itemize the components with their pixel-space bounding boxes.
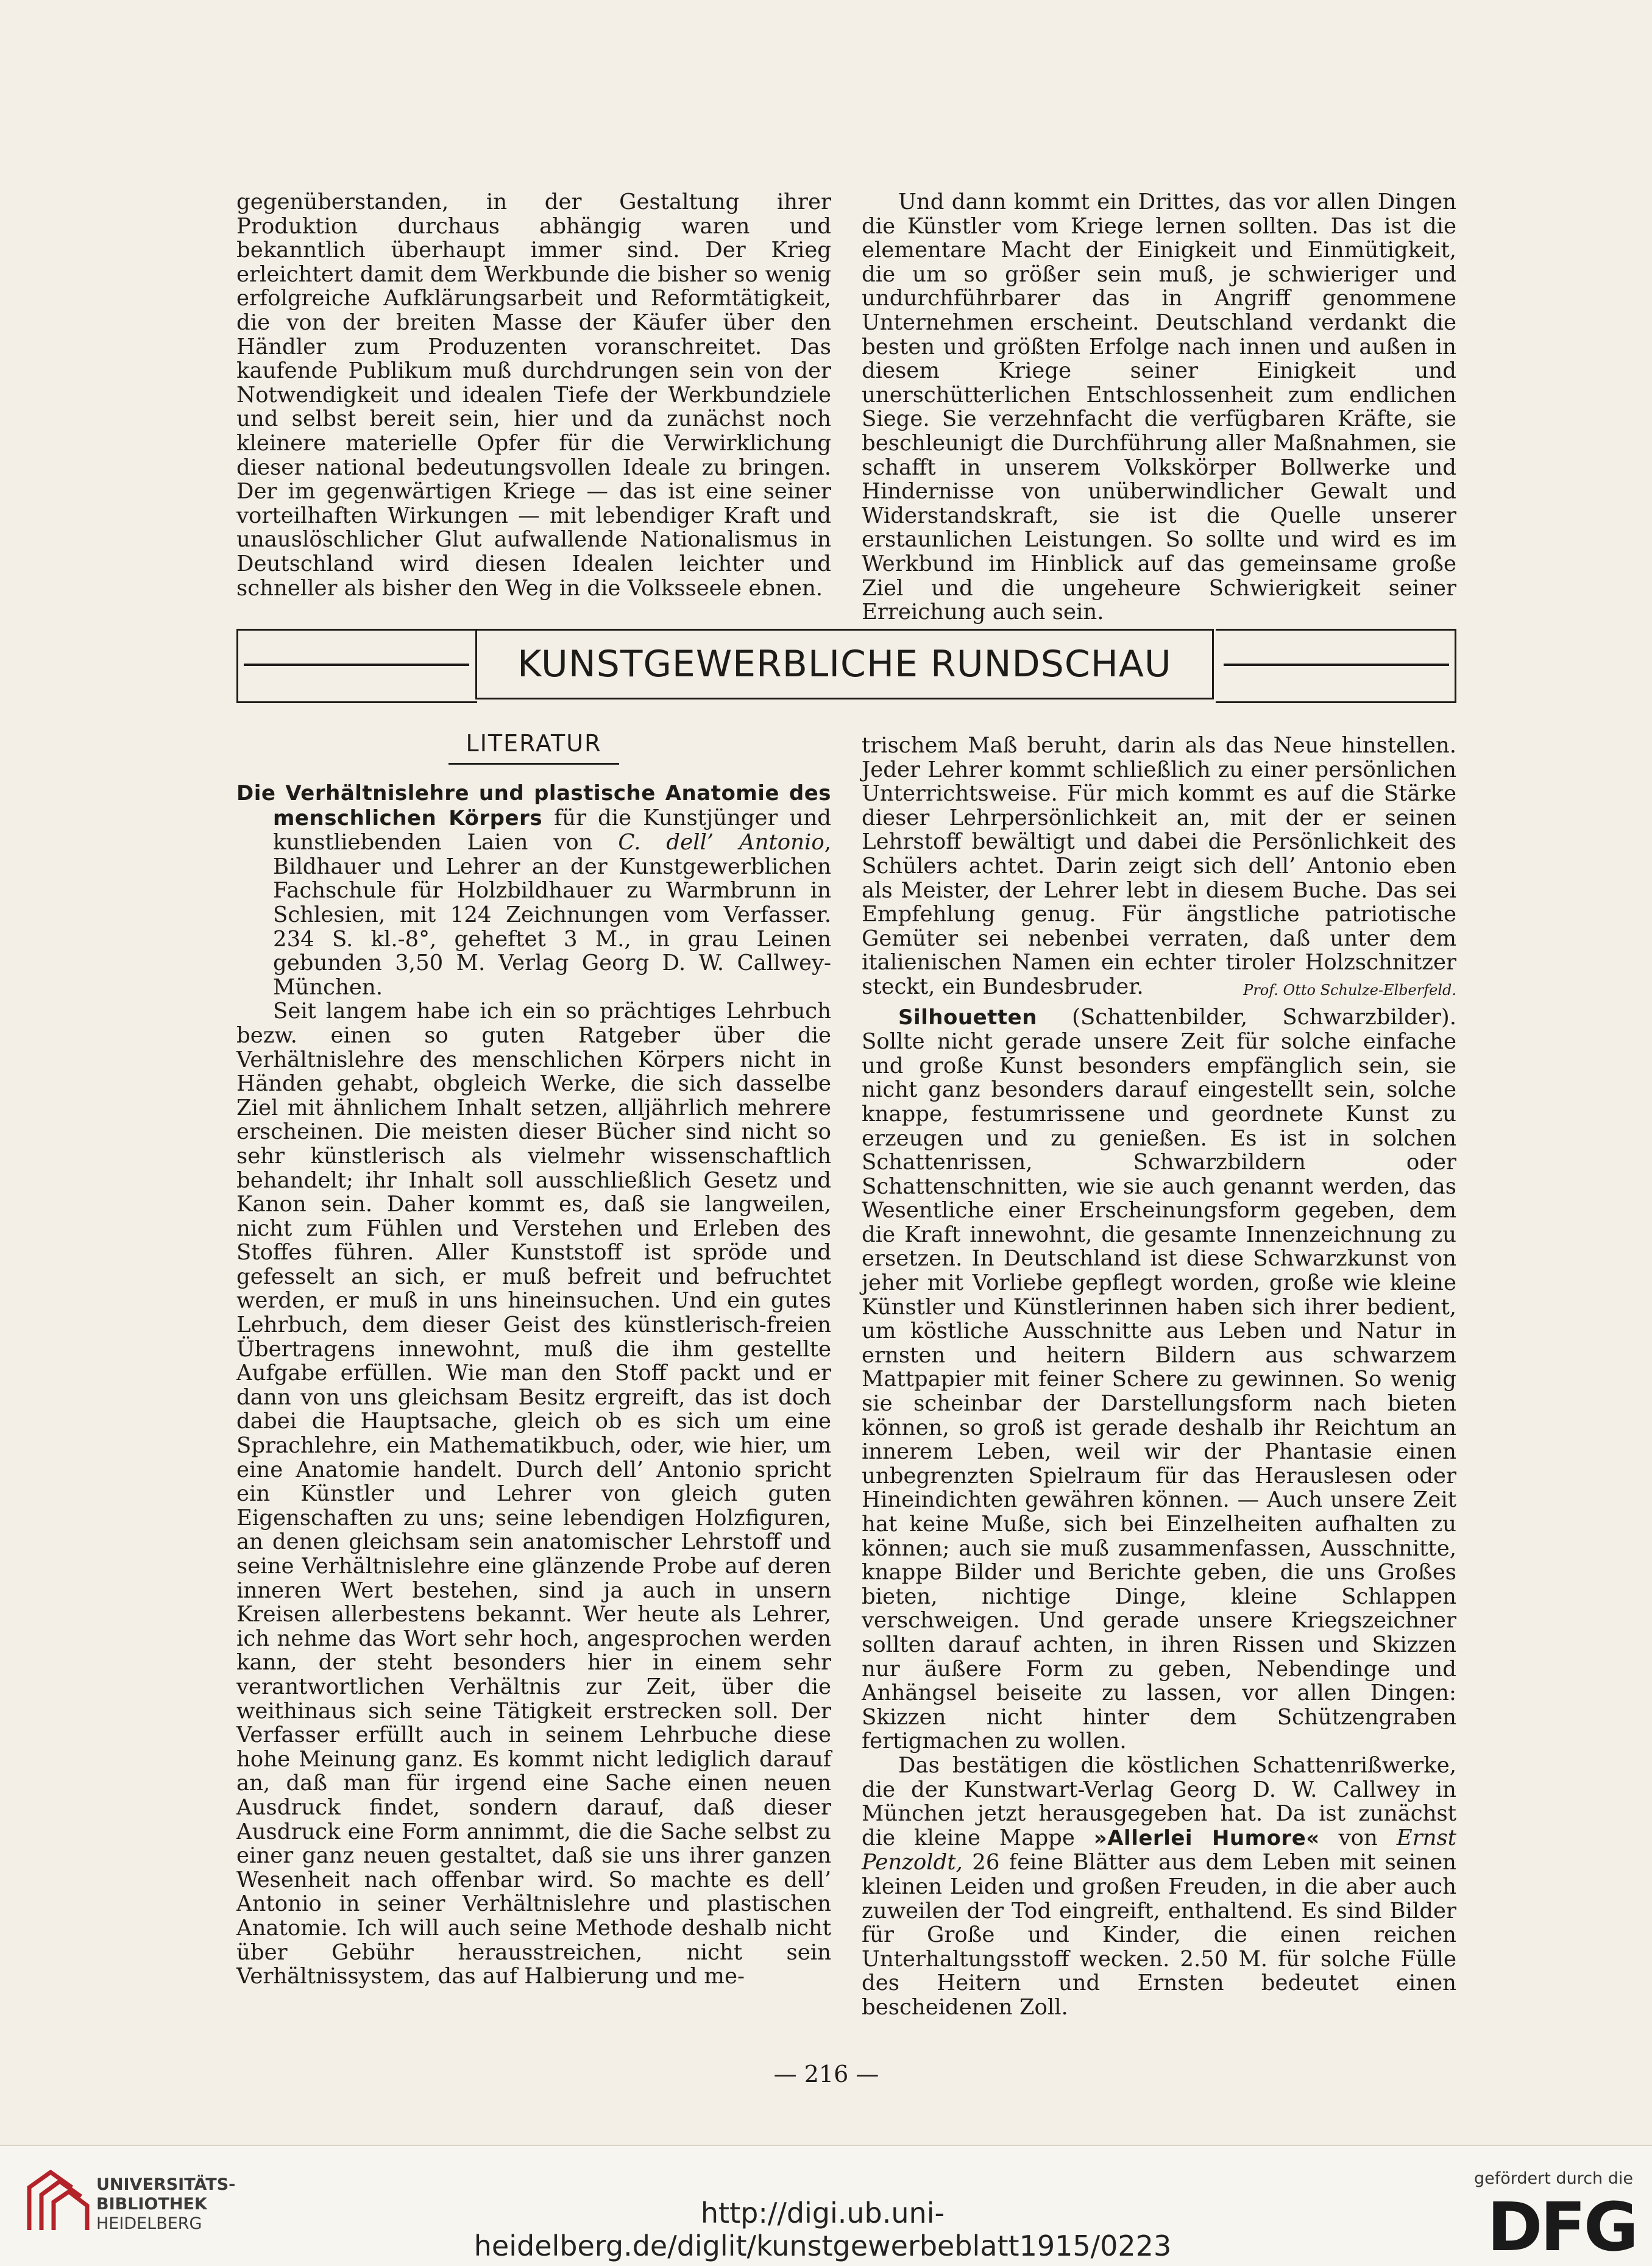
section-banner xyxy=(236,629,1456,703)
review2-p2-a: Das bestätigen die köstlichen Schattenrißwerke, die der Kunstwart-Verlag Georg D. W. Callwey in München jetzt herausgegeben hat. Da ist zunächst die kleine Mappe xyxy=(862,1752,1456,1850)
banner-left-frame xyxy=(236,629,477,703)
review2-paragraph-2 xyxy=(862,1754,1456,2020)
review2-book-author: Ernst Penzoldt, xyxy=(862,1825,1457,1875)
top-left-column xyxy=(236,190,831,600)
section-heading-text: LITERATUR xyxy=(466,730,602,757)
review1-body-left: Seit langem habe ich ein so prächtiges Lehrbuch bezw. einen so guten Ratgeber über die Verhältnislehre des menschlichen Körpers nicht in Händen gehabt, obgleich Werke, die sich dasselbe Ziel mit ähnlichem Inhalt setzen, alljährlich mehrere erscheinen. Die meisten dieser Bücher sind nicht so sehr künstlerisch als vielmehr wissenschaftlich behandelt; ihr Inhalt soll ausschließlich Gesetz und Kanon sein. Daher kommt es, daß sie langweilen, nicht zum Fühlen und Verstehen und Erleben des Stoffes führen. Aller Kunststoff ist spröde und gefesselt an sich, er muß befreit und befruchtet werden, er muß in uns hineinsuchen. Und ein gutes Lehrbuch, dem dieser Geist des künstlerisch-freien Übertragens innewohnt, muß die ihm gestellte Aufgabe erfüllen. Wie man den Stoff packt und er dann von uns gleichsam Besitz ergreift, das ist doch dabei die Hauptsache, gleich ob es sich um eine Sprachlehre, ein Mathematikbuch, oder, wie hier, um eine Anatomie handelt. Durch dell’ Antonio spricht ein Künstler und Lehrer von gleich guten Eigenschaften zu uns; seine lebendigen Holzfiguren, an denen gleichsam sein anatomischer Lehrstoff und seine Verhältnislehre eine glänzende Probe auf deren inneren Wert bestehen, sind ja auch in unsern Kreisen allerbestens bekannt. Wer heute als Lehrer, ich nehme das Wort sehr hoch, angesprochen werden kann, der steht besonders hier in einem sehr verantwortlichen Verhältnis zur Zeit, über die weithinaus sich seine Tätigkeit erstrecken soll. Der Verfasser erfüllt auch in seinem Lehrbuche diese hohe Meinung ganz. Es kommt nicht lediglich darauf an, daß man für irgend eine Sache einen neuen Ausdruck findet, sondern darauf, daß dieser Ausdruck eine Form annimmt, die die Sache selbst zu einer ganz neuen gestaltet, daß sie uns ihrer ganzen Wesenheit nach offenbar wird. So machte es dell’ Antonio in seiner Verhältnislehre und plastischen Anatomie. Ich will auch seine Methode deshalb nicht über Gebühr herausstreichen, nicht sein Verhältnissystem, das auf Halbierung und me- xyxy=(236,999,831,1989)
review1-citation xyxy=(236,781,831,999)
review1-body-right-text: trischem Maß beruht, darin als das Neue hinstellen. Jeder Lehrer kommt schließlich zu einer persönlichen Unterrichtsweise. Für mich kommt es auf die Stärke dieser Lehrpersönlichkeit an, mit der er seinen Lehrstoff bewältigt und dabei die Persönlichkeit des Schülers achtet. Darin zeigt sich dell’ Antonio eben als Meister, der Lehrer lebt in diesem Buche. Das sei Empfehlung genug. Für ängstliche patriotische Gemüter sei nebenbei verraten, daß unter dem italienischen Namen ein echter tiroler Holzschnitzer steckt, ein Bundesbruder. xyxy=(862,733,1456,999)
review2-paragraph-1 xyxy=(862,1005,1456,1754)
banner-right-frame xyxy=(1216,629,1456,703)
review2-book-title: »Allerlei Humore« xyxy=(1093,1825,1320,1850)
review1-intro-b: , Bildhauer und Lehrer an der Kunstgewerblichen Fachschule für Holzbildhauer zu Warmbrunn in Schlesien, mit 124 Zeichnungen vom Verfasser. 234 S. kl.-8°, geheftet 3 M., in grau Leinen gebunden 3,50 M. Verlag Georg D. W. Callwey-München. xyxy=(273,830,831,1000)
page-number: — 216 — xyxy=(773,2061,879,2087)
source-url-link[interactable]: http://digi.ub.uni-heidelberg.de/diglit/kunstgewerbeblatt1915/0223 xyxy=(473,2197,1172,2262)
review1-body-right xyxy=(862,734,1456,999)
bottom-right-column xyxy=(862,734,1456,2019)
university-library-logo-icon xyxy=(17,2163,96,2242)
review1-intro-a: für die Kunstjünger und kunstliebenden Laien von xyxy=(273,805,831,855)
section-heading-underline xyxy=(448,763,619,765)
funder-label: gefördert durch die xyxy=(1474,2169,1633,2188)
banner-left-rule xyxy=(244,664,469,666)
top-right-column xyxy=(862,190,1456,625)
bottom-left-column xyxy=(236,781,831,1989)
review2-p2-c: 26 feine Blätter aus dem Leben mit seinen kleinen Leiden und großen Freuden, in die aber auch zuweilen der Tod eingreift, enthaltend. Es sind Bilder für Große und Kinder, die einen reichen Unterhaltungsstoff wecken. 2.50 M. für solche Fülle des Heitern und Ernsten bedeutet einen bescheidenen Zoll. xyxy=(862,1850,1456,2020)
dfg-logo: DFG xyxy=(1487,2188,1636,2266)
digitization-footer xyxy=(0,2145,1652,2266)
banner-title: KUNSTGEWERBLICHE RUNDSCHAU xyxy=(517,643,1172,685)
review1-signature: Prof. Otto Schulze-Elberfeld. xyxy=(1243,981,1456,999)
review1-title: Die Verhältnislehre und plastische Anatomie des menschlichen Körpers xyxy=(236,781,831,830)
footer-separator xyxy=(0,2145,1652,2146)
section-heading xyxy=(414,730,653,765)
top-right-paragraph: Und dann kommt ein Drittes, das vor allen Dingen die Künstler vom Kriege lernen sollten. Das ist die elementare Macht der Einigkeit und Einmütigkeit, die um so größer sein muß, je schwieriger und undurchführbarer das in Angriff genommene Unternehmen erscheint. Deutschland verdankt die besten und größten Erfolge nach innen und außen in diesem Kriege seiner Einigkeit und unerschütterlichen Entschlossenheit zum endlichen Siege. Sie verzehnfacht die verfügbaren Kräfte, sie beschleunigt die Durchführung aller Maßnahmen, sie schafft in unserem Volkskörper Bollwerke und Hindernisse von unüberwindlicher Gewalt und Widerstandskraft, sie ist die Quelle unserer erstaunlichen Leistungen. So sollte und wird es im Werkbund im Hinblick auf das gemeinsame große Ziel und die ungeheure Schwierigkeit seiner Erreichung auch sein. xyxy=(862,189,1456,625)
library-name-line-2: BIBLIOTHEK xyxy=(96,2195,207,2214)
review2-title: Silhouetten xyxy=(898,1005,1037,1030)
banner-title-box xyxy=(475,629,1214,699)
review1-author: C. dell’ Antonio xyxy=(618,830,824,855)
library-name-line-3: HEIDELBERG xyxy=(96,2214,202,2233)
review2-p2-b: von xyxy=(1319,1825,1397,1850)
library-name-line-1: UNIVERSITÄTS- xyxy=(96,2175,236,2194)
library-name xyxy=(96,2175,235,2234)
review2-p1: (Schattenbilder, Schwarzbilder). Sollte nicht gerade unsere Zeit für solche einfache und große Kunst besonders empfänglich sein, sie nicht ganz besonders darauf eingestellt sein, solche knappe, festumrissene und geordnete Kunst zu erzeugen und zu genießen. Es ist in solchen Schattenrissen, Schwarzbildern oder Schattenschnitten, wie sie auch genannt werden, das Wesentliche einer Erscheinungsform gegeben, dem die Kraft innewohnt, die gesamte Innenzeichnung zu ersetzen. In Deutschland ist diese Schwarzkunst von jeher mit Vorliebe gepflegt worden, große wie kleine Künstler und Künstlerinnen haben sich ihrer bedient, um köstliche Ausschnitte aus Leben und Natur in ernsten und heitern Bildern aus schwarzem Mattpapier mit feiner Schere zu gewinnen. So wenig sie scheinbar der Darstellungsform nach bieten können, so groß ist gerade deshalb ihr Reichtum an innerem Leben, weil wir der Phantasie einen unbegrenzten Spielraum für das Herauslesen oder Hineindichten gewähren können. — Auch unsere Zeit hat keine Muße, sich bei Einzelheiten aufhalten zu können; auch sie muß zusammenfassen, Ausschnitte, knappe Bilder und Berichte geben, die uns Großes bieten, nichtige Dinge, kleine Schlappen verschweigen. Und gerade unsere Kriegszeichner sollten darauf achten, in ihren Rissen und Skizzen nur äußere Form zu geben, Nebendinge und Anhängsel beiseite zu lassen, vor allen Dingen: Skizzen nicht hinter dem Schützengraben fertigmachen zu wollen. xyxy=(862,1004,1456,1754)
top-left-paragraph: gegenüberstanden, in der Gestaltung ihrer Produktion durchaus abhängig waren und bekanntlich überhaupt immer sind. Der Krieg erleichtert damit dem Werkbunde die bisher so wenig erfolgreiche Aufklärungsarbeit und Reformtätigkeit, die von der breiten Masse der Käufer über den Händler zum Produzenten voranschreitet. Das kaufende Publikum muß durchdrungen sein von der Notwendigkeit und idealen Tiefe der Werkbundziele und selbst bereit sein, hier und da zunächst noch kleinere materielle Opfer für die Verwirklichung dieser national bedeutungsvollen Ideale zu bringen. Der im gegenwärtigen Kriege — das ist eine seiner vorteilhaften Wirkungen — mit lebendiger Kraft und unauslöschlicher Glut aufwallende Nationalismus in Deutschland wird diesen Idealen leichter und schneller als bisher den Weg in die Volksseele ebnen. xyxy=(236,189,831,601)
